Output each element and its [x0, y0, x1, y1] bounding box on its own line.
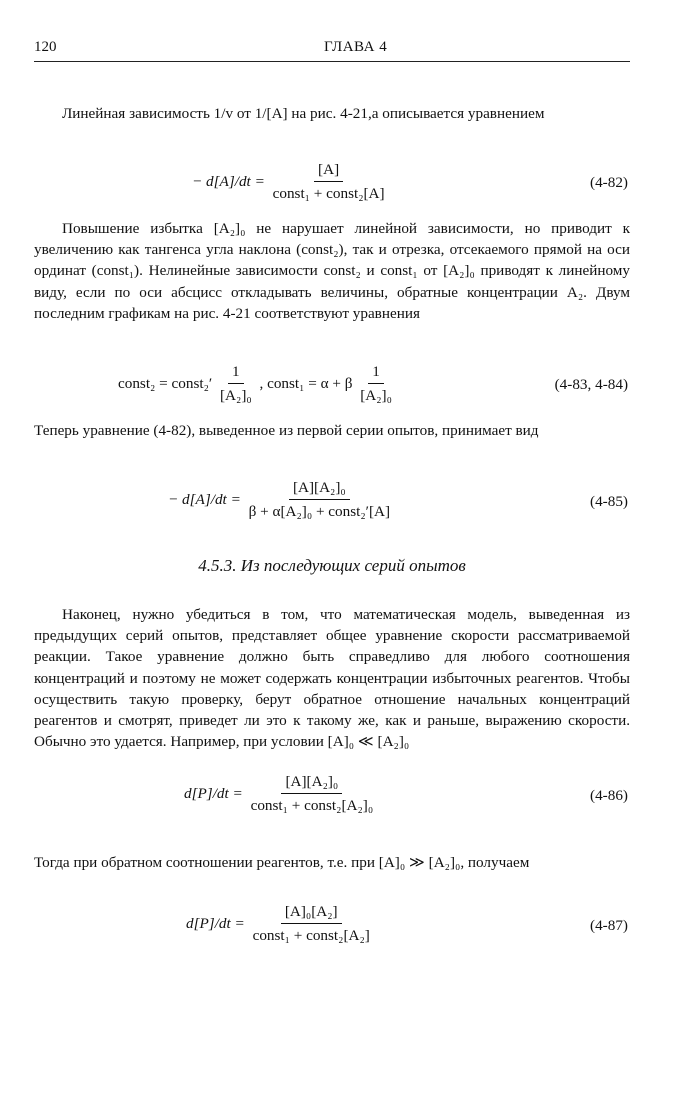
eq82-fraction: [269, 160, 389, 204]
equation-4-83-84: [34, 362, 630, 408]
section-heading: 4.5.3. Из последующих серий опытов: [198, 556, 466, 575]
chapter-title: ГЛАВА 4: [324, 39, 388, 55]
equation-4-87: [34, 902, 630, 950]
eq84-numerator: 1: [368, 362, 384, 384]
eq82-number: (4-82): [590, 174, 628, 191]
eq82-lhs: − d[A]/dt =: [192, 173, 265, 190]
page-number: 120: [34, 39, 57, 55]
eq87-denominator: const₁ + const₂[A₂]: [252, 927, 370, 944]
paragraph-1: Линейная зависимость 1/v от 1/[A] на рис. 4-21,a описывается уравнением: [62, 105, 545, 122]
eq85-lhs: − d[A]/dt =: [168, 491, 241, 508]
paragraph-4: Наконец, нужно убедиться в том, что математическая модель, выведенная из предыдущих серий опытов, представляет общее уравнение скорости рассматриваемой реакции. Такое уравнение должно быть справедливо для любого соотношения концентраций и поэтому не может содержать концентрации избыточных реагентов. Чтобы осуществить такую проверку, берут обратное отношение начальных концентраций реагентов и смотрят, приведет ли это к такому же, как и раньше, выражению скорости. Обычно это удается. Например, при условии [A]₀ ≪ [A₂]₀: [34, 606, 630, 751]
eq84-lhs: , const₁ = α + β: [259, 375, 353, 392]
eq85-denominator: β + α[A₂]₀ + const₂′[A]: [248, 503, 391, 520]
eq84-denominator: [A₂]₀: [360, 387, 392, 404]
eq86-fraction: [247, 772, 378, 816]
eq82-denominator: const₁ + const₂[A]: [272, 185, 385, 202]
eq83-numerator-1: 1: [228, 362, 244, 384]
eq85-numerator: [A][A₂]₀: [289, 478, 350, 500]
eq87-numerator: [A]₀[A₂]: [281, 902, 342, 924]
eq87-lhs: d[P]/dt =: [186, 915, 245, 932]
eq83-part1-lhs: const₂ = const₂′: [118, 375, 213, 392]
equation-4-86: [34, 772, 630, 820]
eq84-fraction: [356, 362, 396, 406]
eq86-numerator: [A][A₂]₀: [281, 772, 342, 794]
eq83-84-number: (4-83, 4-84): [554, 376, 628, 393]
eq86-number: (4-86): [590, 787, 628, 804]
eq85-fraction: [245, 478, 394, 522]
paragraph-2: Повышение избытка [A₂]₀ не нарушает линейной зависимости, но приводит к увеличению как тангенса угла наклона (const₂), так и отрезка, отсекаемого прямой на оси ординат (const₁). Нелинейные зависимости const₂ и const₁ от [A₂]₀ приводят к линейному виду, если по оси абсцисс откладывать величины, обратные концентрации A₂. Двум последним графикам на рис. 4-21 соответствуют уравнения: [34, 220, 630, 322]
eq83-fraction-1: [216, 362, 256, 406]
running-header: [34, 39, 630, 62]
eq82-numerator: [A]: [314, 160, 343, 182]
eq86-denominator: const₁ + const₂[A₂]₀: [250, 797, 374, 814]
equation-4-85: [34, 478, 630, 526]
eq83-denominator-1: [A₂]₀: [220, 387, 252, 404]
eq86-lhs: d[P]/dt =: [184, 785, 243, 802]
equation-4-82: [34, 160, 630, 206]
eq85-number: (4-85): [590, 493, 628, 510]
paragraph-3: Теперь уравнение (4-82), выведенное из первой серии опытов, принимает вид: [34, 422, 539, 439]
eq87-number: (4-87): [590, 917, 628, 934]
eq87-fraction: [249, 902, 374, 946]
paragraph-5: Тогда при обратном соотношении реагентов, т.е. при [A]₀ ≫ [A₂]₀, получаем: [34, 854, 530, 871]
